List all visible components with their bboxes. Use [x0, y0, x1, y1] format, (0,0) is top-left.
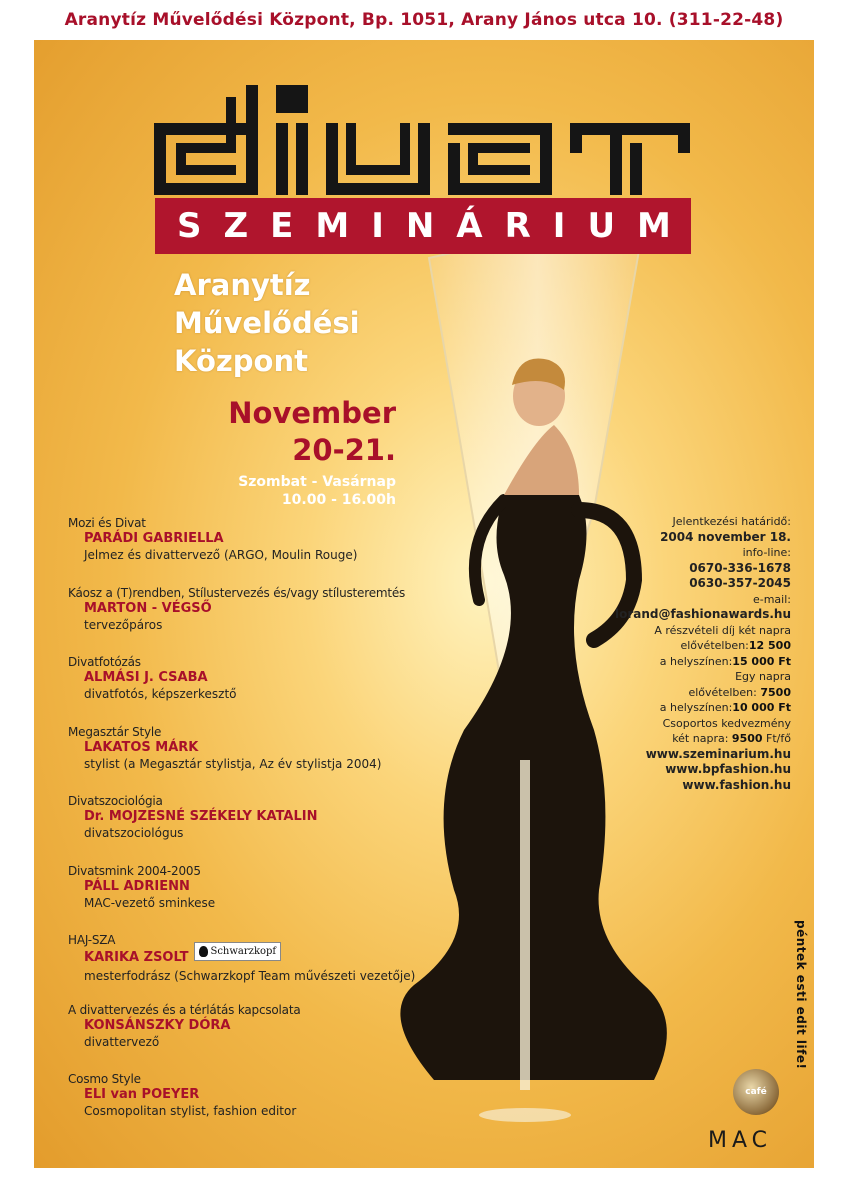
- website-link[interactable]: www.bpfashion.hu: [665, 762, 791, 776]
- group-discount: két napra: 9500 Ft/fő: [672, 732, 791, 745]
- program-desc: MAC-vezető sminkese: [84, 895, 216, 910]
- one-day-label: Egy napra: [735, 670, 791, 683]
- cafe-logo: [733, 1069, 779, 1115]
- program-list: [68, 516, 468, 1142]
- fee-one-day-presale: elővételben: 7500: [688, 685, 791, 699]
- program-topic: Káosz a (T)rendben, Stílustervezés és/vagy stílusteremtés: [68, 585, 406, 600]
- program-desc: mesterfodrász (Schwarzkopf Team művészeti vezetője): [84, 969, 416, 983]
- divat-logo: [154, 85, 694, 197]
- email-address[interactable]: lorand@fashionawards.hu: [615, 607, 791, 621]
- program-desc: divattervező: [84, 1034, 160, 1049]
- program-item: [68, 864, 468, 934]
- program-topic: Mozi és Divat: [68, 516, 146, 530]
- program-desc: divatfotós, képszerkesztő: [84, 687, 237, 701]
- program-topic: Divatfotózás: [68, 655, 141, 669]
- program-desc: Jelmez és divattervező (ARGO, Moulin Rouge): [84, 548, 358, 562]
- program-desc: tervezőpáros: [84, 617, 163, 632]
- program-speaker-row: [84, 948, 468, 967]
- program-speaker: PARÁDI GABRIELLA: [84, 531, 224, 546]
- program-speaker: ELI van POEYER: [84, 1087, 200, 1102]
- venue-line: Művelődési: [174, 306, 360, 340]
- program-topic: A divattervezés és a térlátás kapcsolata: [68, 1002, 301, 1017]
- program-speaker: Dr. MOJZESNÉ SZÉKELY KATALIN: [84, 809, 318, 824]
- silhouette-icon: [199, 946, 208, 957]
- program-speaker: KONSÁNSZKY DÓRA: [84, 1017, 231, 1033]
- date-weekdays: Szombat - Vasárnap: [238, 474, 396, 490]
- website-link[interactable]: www.szeminarium.hu: [645, 746, 791, 761]
- schwarzkopf-logo-text: Schwarzkopf: [210, 946, 277, 957]
- program-speaker: KARIKA ZSOLT: [84, 950, 189, 965]
- program-topic: Cosmo Style: [68, 1072, 141, 1086]
- registration-info: [594, 514, 791, 793]
- program-desc: Cosmopolitan stylist, fashion editor: [84, 1104, 297, 1118]
- fee-two-day-onsite: a helyszínen:15 000 Ft: [659, 654, 791, 668]
- fee-two-day-presale: elővételben:12 500: [680, 639, 791, 652]
- infoline-label: info-line:: [742, 546, 791, 559]
- program-item: [68, 1072, 468, 1142]
- program-speaker: ALMÁSI J. CSABA: [84, 670, 208, 685]
- program-item: [68, 725, 468, 795]
- program-desc: stylist (a Megasztár stylistja, Az év stylistja 2004): [84, 756, 382, 771]
- program-topic: Divatszociológia: [68, 794, 163, 808]
- deadline-label: Jelentkezési határidő:: [672, 515, 791, 528]
- header-address: Aranytíz Művelődési Központ, Bp. 1051, Arany János utca 10. (311-22-48): [64, 10, 784, 30]
- mac-logo: MAC: [707, 1128, 772, 1153]
- program-item: [68, 586, 468, 656]
- program-desc: divatszociológus: [84, 826, 184, 840]
- program-item: [68, 1003, 468, 1073]
- email-label: e-mail:: [752, 592, 791, 606]
- deadline-date: 2004 november 18.: [660, 529, 791, 544]
- venue-line: Központ: [174, 344, 308, 378]
- program-topic: Megasztár Style: [68, 724, 162, 739]
- date-time: 10.00 - 16.00h: [281, 492, 396, 508]
- seminar-band-text: SZEMINÁRIUM: [177, 206, 693, 246]
- fee-label: A részvételi díj két napra: [654, 623, 791, 637]
- date-month: November: [228, 396, 396, 430]
- schwarzkopf-logo: [194, 942, 281, 961]
- program-item: [68, 933, 468, 1003]
- program-item: [68, 516, 468, 586]
- website-link[interactable]: www.fashion.hu: [682, 777, 791, 792]
- program-speaker: LAKATOS MÁRK: [84, 739, 199, 755]
- program-item: [68, 794, 468, 864]
- group-discount-label: Csoportos kedvezmény: [662, 716, 791, 730]
- program-topic: Divatsmink 2004-2005: [68, 863, 201, 878]
- phone-number: 0630-357-2045: [689, 576, 791, 590]
- venue-name: [174, 266, 414, 380]
- venue-line: Aranytíz: [174, 268, 311, 302]
- program-speaker: PÁLL ADRIENN: [84, 878, 190, 894]
- program-topic: HAJ-SZA: [68, 933, 116, 947]
- program-speaker: MARTON - VÉGSŐ: [84, 600, 212, 616]
- seminar-band: [155, 198, 691, 254]
- tagline: péntek esti edit life!: [794, 920, 808, 1070]
- cafe-logo-text: café: [745, 1087, 767, 1097]
- date-days: 20-21.: [292, 433, 396, 467]
- poster: [34, 40, 814, 1168]
- phone-number: 0670-336-1678: [689, 560, 791, 575]
- program-item: [68, 655, 468, 725]
- fee-one-day-onsite: a helyszínen:10 000 Ft: [659, 701, 791, 714]
